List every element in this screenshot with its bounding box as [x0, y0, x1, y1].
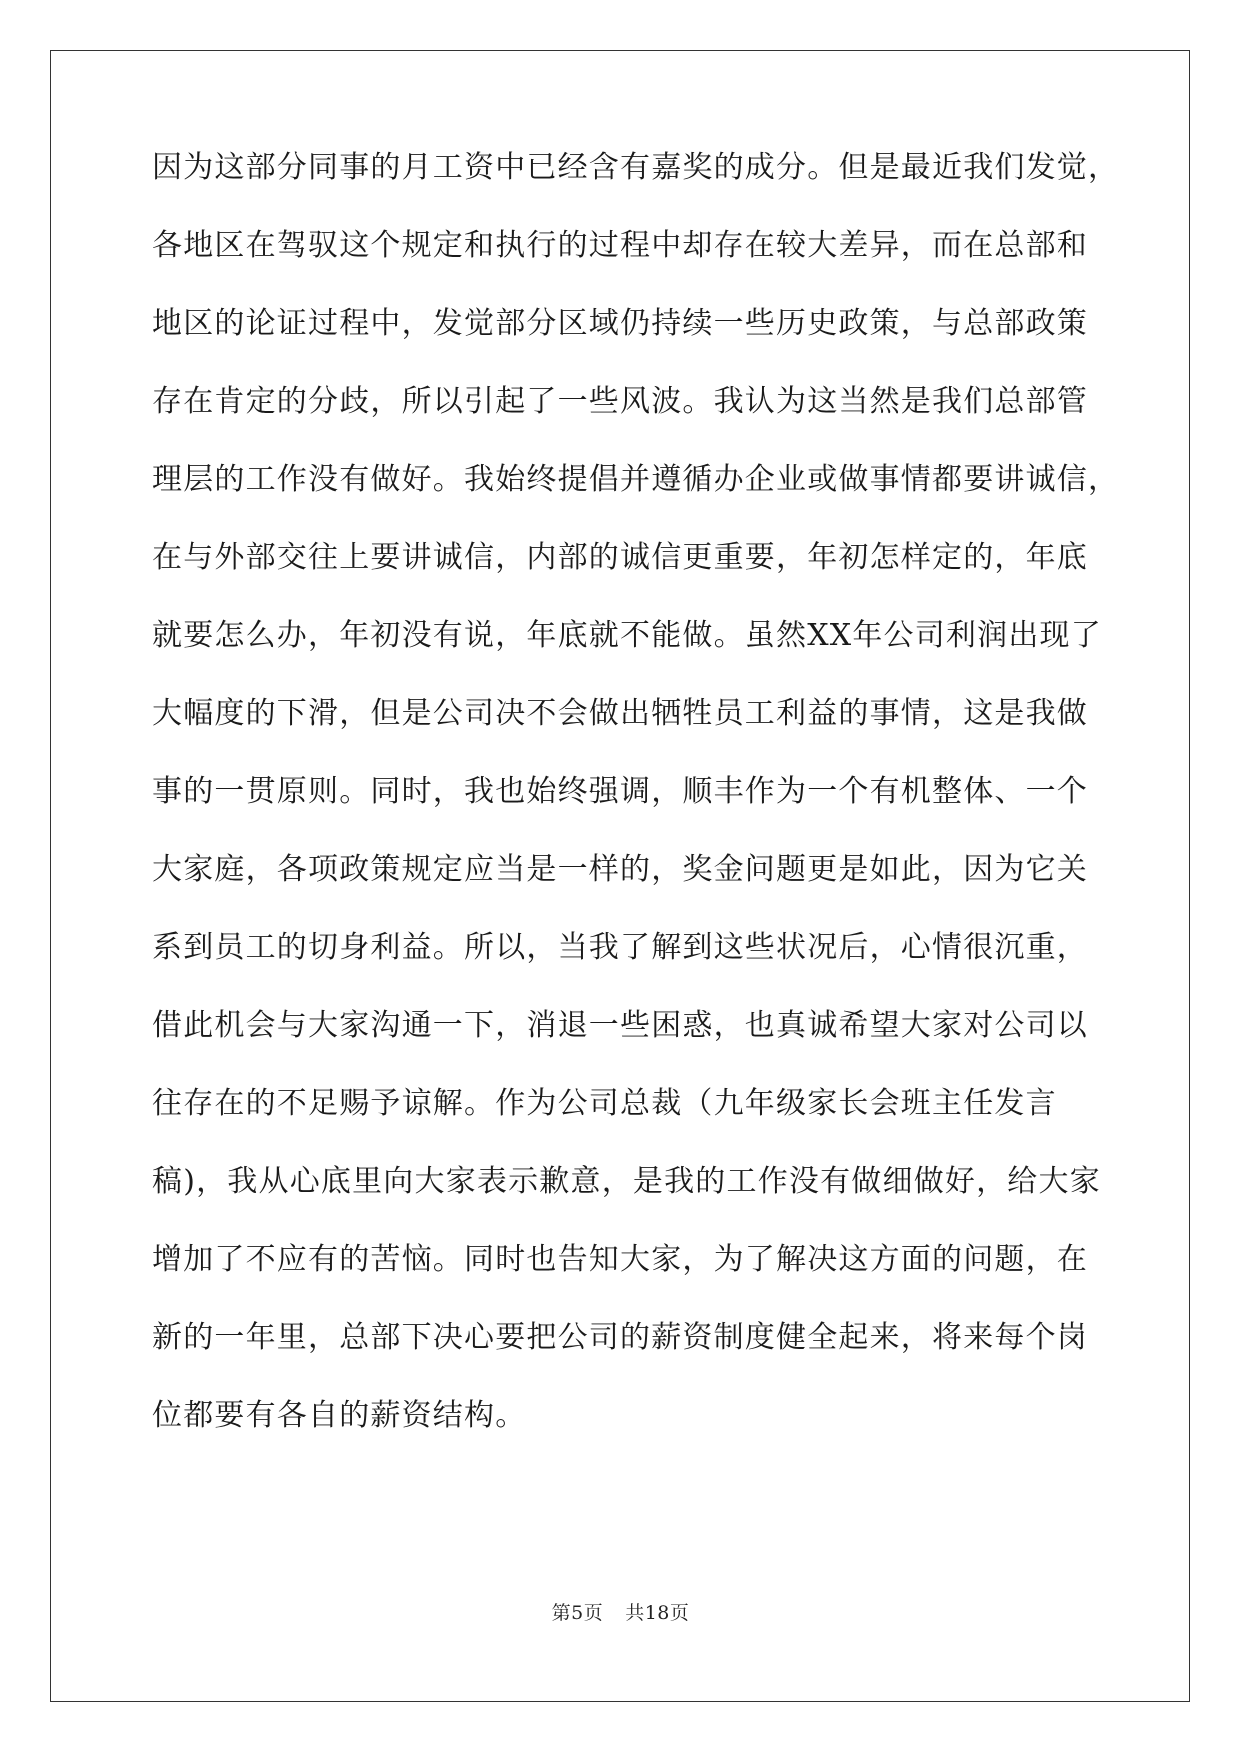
page-total: 共18页 [625, 1602, 690, 1624]
text-line: 大家庭，各项政策规定应当是一样的，奖金问题更是如此，因为它关 [152, 852, 1088, 887]
text-line: 存在肯定的分歧，所以引起了一些风波。我认为这当然是我们总部管 [152, 384, 1088, 419]
document-body [152, 150, 1120, 1486]
page-number: 第5页 [551, 1602, 604, 1624]
text-line: 事的一贯原则。同时，我也始终强调，顺丰作为一个有机整体、一个 [152, 774, 1088, 809]
text-line: 借此机会与大家沟通一下，消退一些困惑，也真诚希望大家对公司以 [152, 1008, 1088, 1043]
text-line: 各地区在驾驭这个规定和执行的过程中却存在较大差异，而在总部和 [152, 228, 1088, 263]
text-line: 在与外部交往上要讲诚信，内部的诚信更重要，年初怎样定的，年底 [152, 540, 1088, 575]
text-line: 稿)，我从心底里向大家表示歉意，是我的工作没有做细做好，给大家 [152, 1164, 1101, 1199]
text-line: 增加了不应有的苦恼。同时也告知大家，为了解决这方面的问题，在 [152, 1242, 1088, 1277]
text-line: 位都要有各自的薪资结构。 [152, 1398, 527, 1433]
text-line: 理层的工作没有做好。我始终提倡并遵循办企业或做事情都要讲诚信， [152, 462, 1120, 497]
text-line: 系到员工的切身利益。所以，当我了解到这些状况后，心情很沉重， [152, 930, 1088, 965]
text-line: 大幅度的下滑，但是公司决不会做出牺牲员工利益的事情，这是我做 [152, 696, 1088, 731]
text-line: 因为这部分同事的月工资中已经含有嘉奖的成分。但是最近我们发觉， [152, 150, 1120, 185]
text-line: 就要怎么办，年初没有说，年底就不能做。虽然XX年公司利润出现了 [152, 618, 1102, 653]
page-footer [0, 1598, 1241, 1625]
text-line: 地区的论证过程中，发觉部分区域仍持续一些历史政策，与总部政策 [152, 306, 1088, 341]
text-line: 新的一年里，总部下决心要把公司的薪资制度健全起来，将来每个岗 [152, 1320, 1088, 1355]
text-line: 往存在的不足赐予谅解。作为公司总裁（九年级家长会班主任发言 [152, 1086, 1057, 1121]
